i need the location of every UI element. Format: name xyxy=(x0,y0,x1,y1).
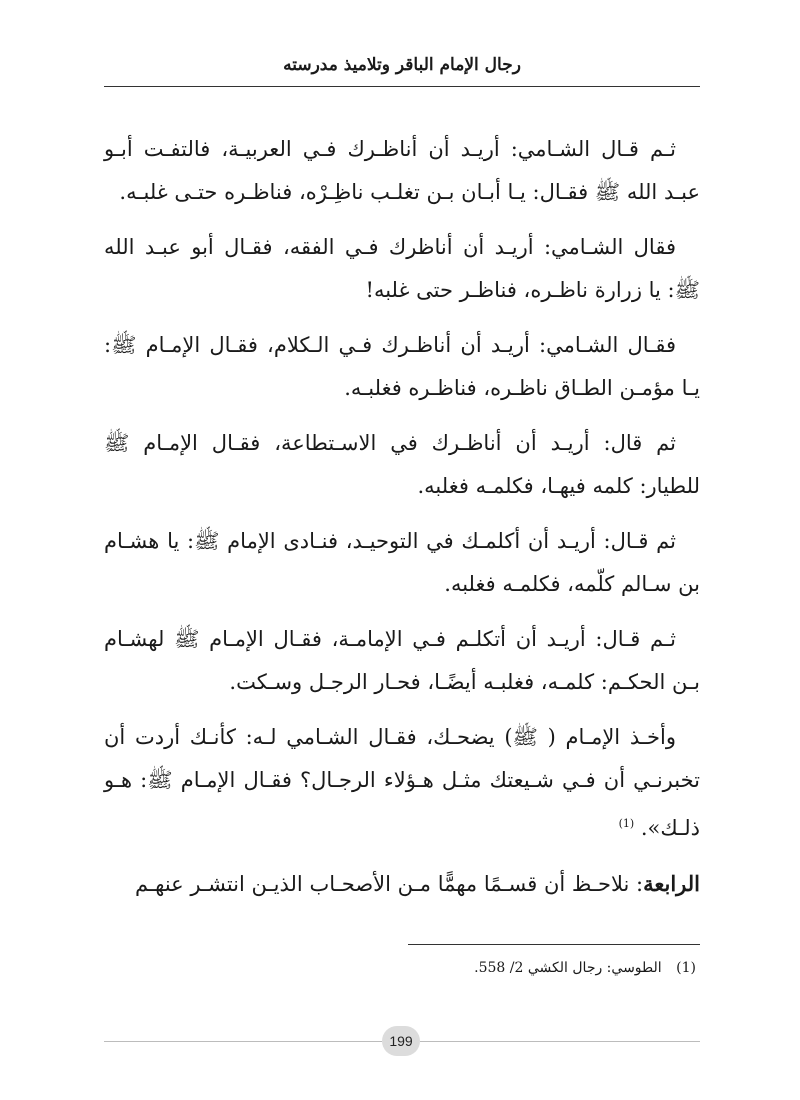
footnote-reference: (1) xyxy=(618,817,635,830)
footer-rule-left xyxy=(104,1041,382,1042)
page-header xyxy=(104,52,700,78)
paragraph-3: فقـال الشـامي: أريـد أن أناظـرك فـي الـكلام، فقـال الإمـام ﷺ: يـا مؤمـن الطـاق ناظـره، فناظـره فغلبـه. xyxy=(104,333,700,400)
paragraph-1: ثـم قـال الشـامي: أريـد أن أناظـرك فـي العربيـة، فالتفـت أبـو عبـد الله ﷺ فقـال: يـا أبـان بـن تغلـب ناظِـرْه، فناظـره حتـى غلبـه. xyxy=(104,137,700,204)
paragraph-2: فقال الشـامي: أريـد أن أناظرك فـي الفقه، فقـال أبو عبـد الله ﷺ: يا زرارة ناظـره، فناظـر حتى غلبه! xyxy=(104,235,700,302)
paragraph-5: ثم قـال: أريـد أن أكلمـك في التوحيـد، فنـادى الإمام ﷺ: يا هشـام بن سـالم كلّمه، فكلمـه فغلبه. xyxy=(104,529,700,596)
header-rule xyxy=(104,86,700,87)
running-title: رجال الإمام الباقر وتلاميذ مدرسته xyxy=(283,55,521,75)
footnote-number: (1) xyxy=(676,960,696,976)
paragraph-8: الرابعة: نلاحـظ أن قسـمًا مهمًّا مـن الأصحـاب الذيـن انتشـر عنهـم xyxy=(135,871,700,896)
paragraph-6: ثـم قـال: أريـد أن أتكلـم فـي الإمامـة، فقـال الإمـام ﷺ لهشـام بـن الحكـم: كلمـه، فغلبـه أيضًـا، فحـار الرجـل وسـكت. xyxy=(104,627,700,694)
footnote-text: الطوسي: رجال الكشي 2/ 558. xyxy=(474,960,662,976)
footer-rule-right xyxy=(420,1041,700,1042)
main-text xyxy=(104,128,700,918)
paragraph-7: وأخـذ الإمـام ( ﷺ) يضحـك، فقـال الشـامي لـه: كأنـك أردت أن تخبرنـي أن فـي شـيعتك مثـل هـؤلاء الرجـال؟ فقـال الإمـام ﷺ: هـو ذلـك». $^{(1)}$ xyxy=(104,725,700,840)
footnote-rule xyxy=(408,944,700,945)
footnote xyxy=(100,960,696,976)
paragraph-4: ثم قال: أريـد أن أناظـرك في الاسـتطاعة، فقـال الإمـام ﷺ للطيار: كلمه فيهـا، فكلمـه فغلبه. xyxy=(104,431,700,498)
paragraph-label: الرابعة xyxy=(643,871,700,896)
page-number: 199 xyxy=(382,1026,420,1056)
